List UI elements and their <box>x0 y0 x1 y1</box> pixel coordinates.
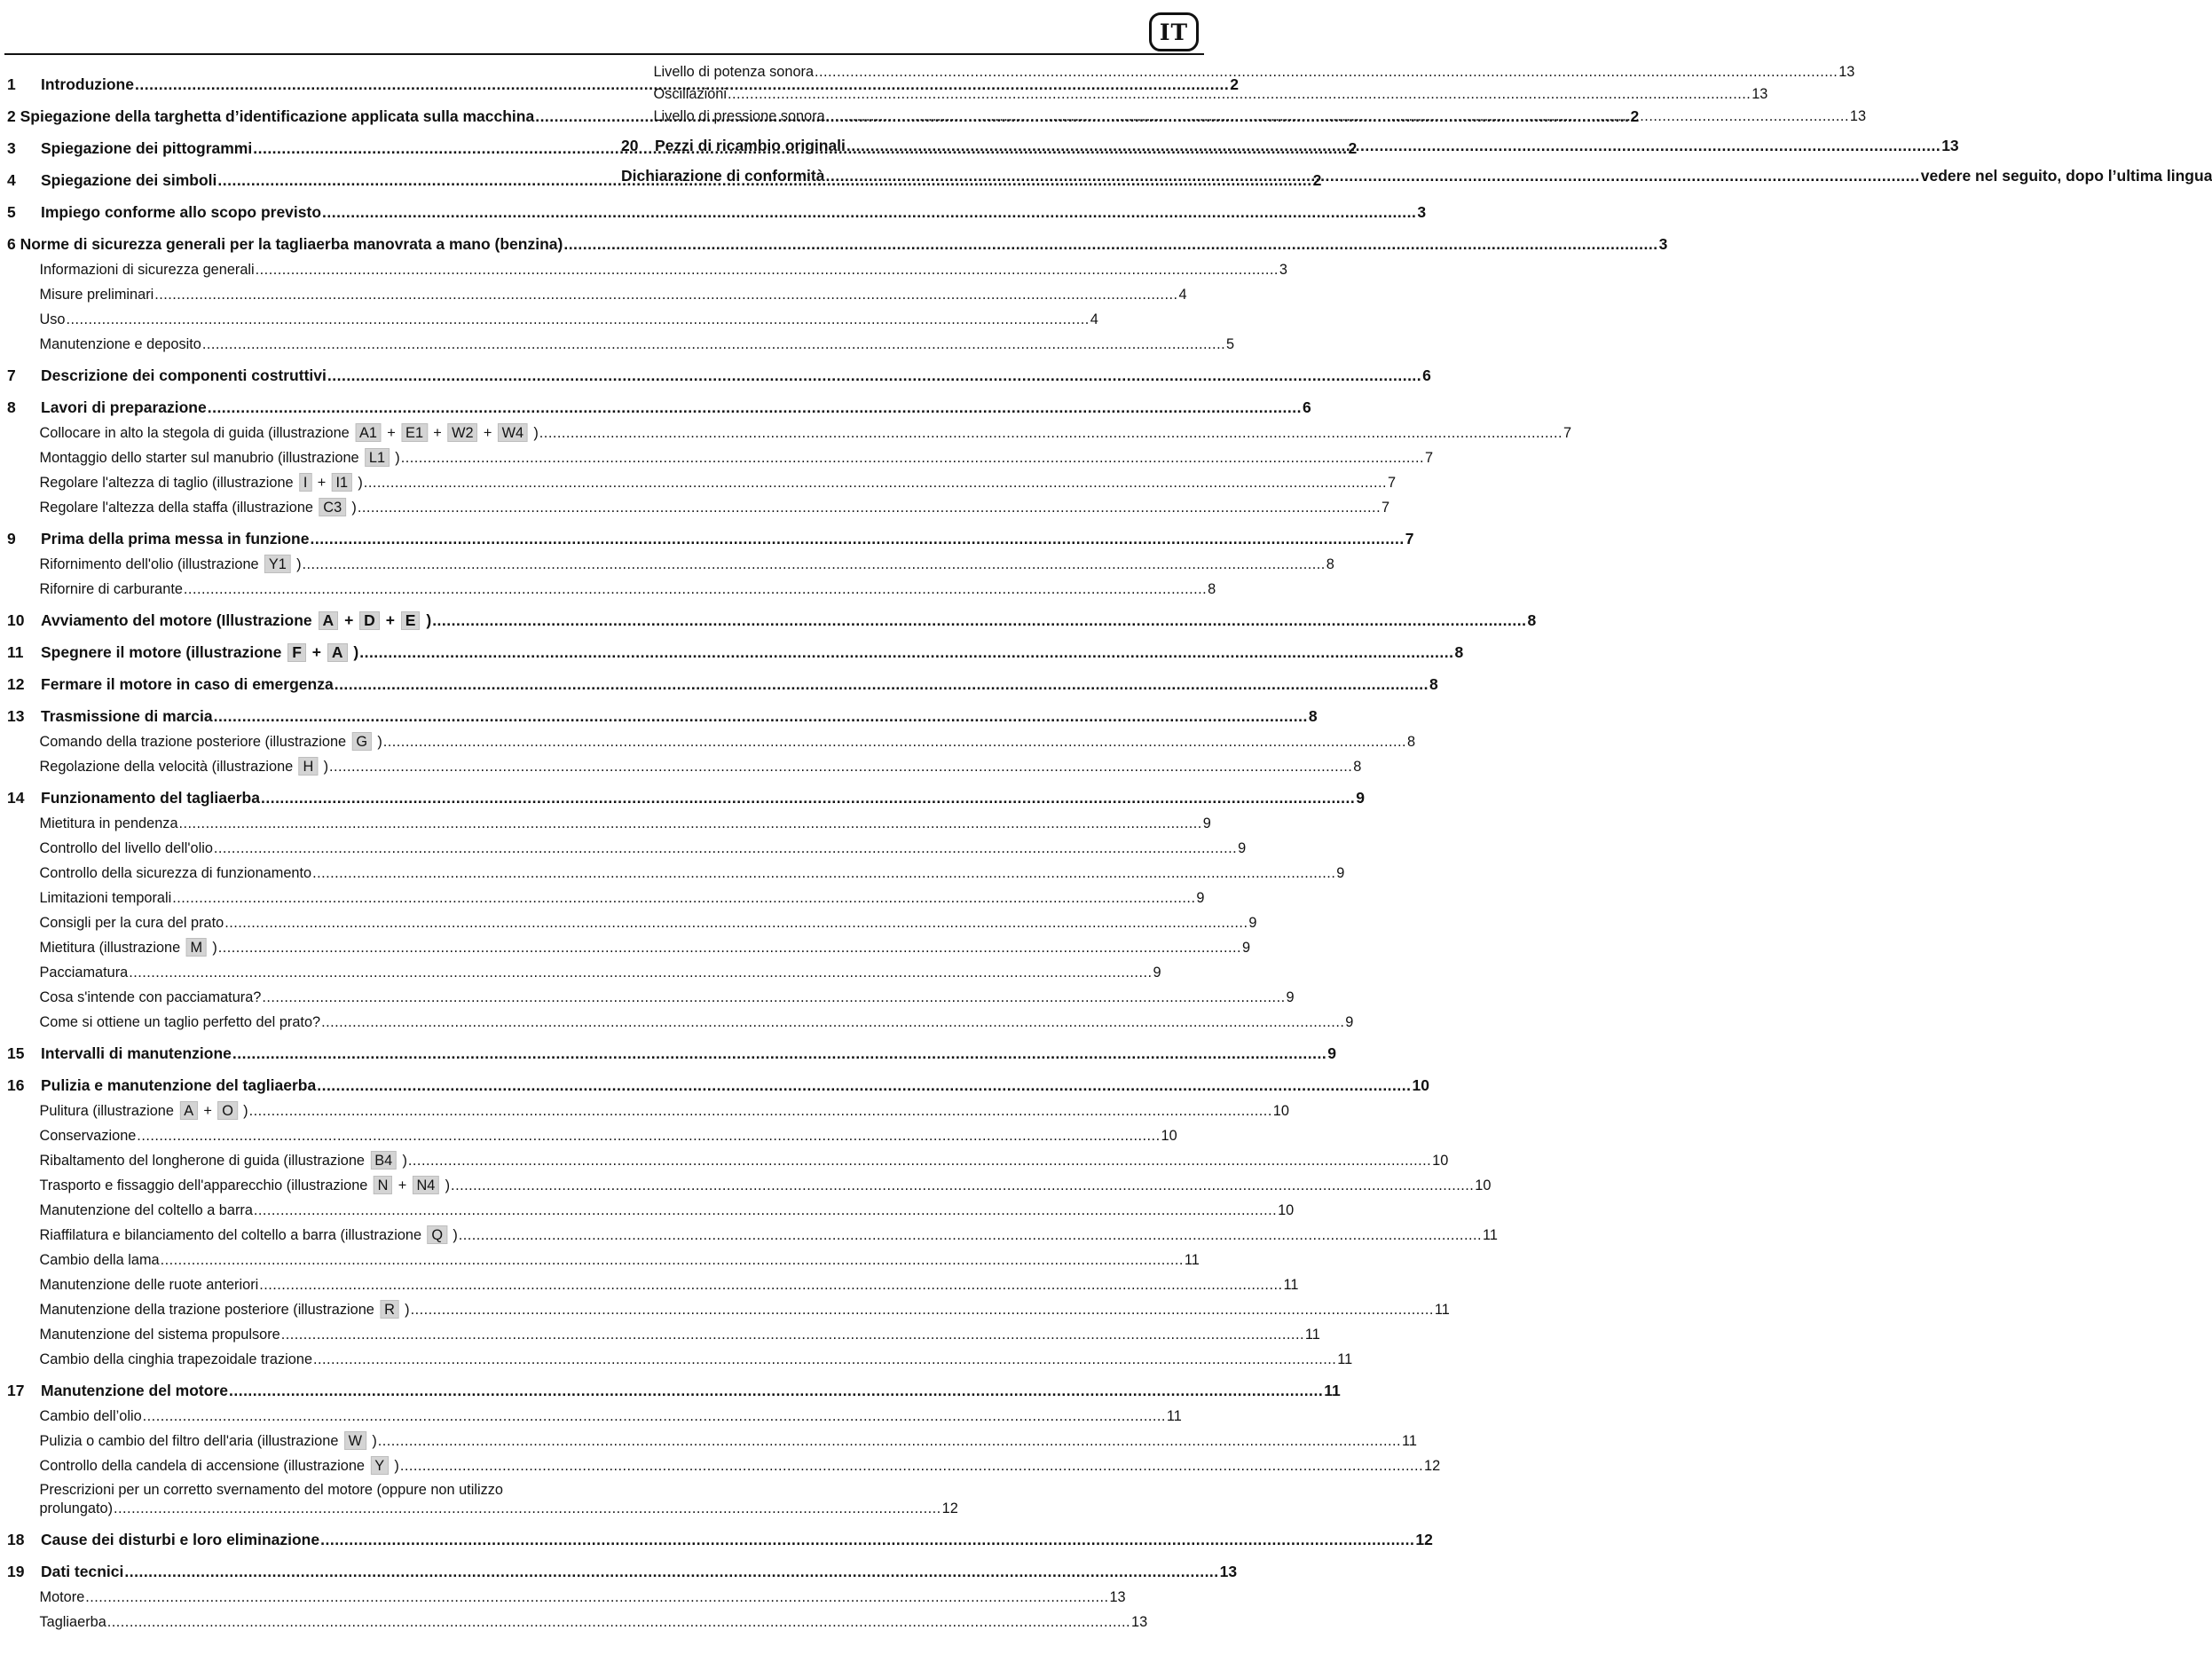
toc-subentry[interactable]: Pulitura (illustrazione A + O ) ..... 10 <box>7 1101 593 1120</box>
page-number: 11 <box>1401 1432 1417 1449</box>
toc-subentry[interactable]: Pacciamatura ..... 9 <box>7 963 593 981</box>
page-number: 4 <box>1178 286 1187 303</box>
toc-entry[interactable]: 2 Spiegazione della targhetta d’identificazione applicata sulla macchina ..... 2 <box>7 106 593 126</box>
page-number: 9 <box>1202 815 1211 831</box>
toc-subentry[interactable]: Tagliaerba ..... 13 <box>7 1612 593 1631</box>
toc-subentry[interactable]: Mietitura (illustrazione M ) ..... 9 <box>7 938 593 957</box>
page-number: 13 <box>1751 85 1768 102</box>
toc-entry[interactable]: 12 Fermare il motore in caso di emergenza ..... 8 <box>7 674 593 694</box>
toc-subentry[interactable]: Manutenzione del sistema propulsore ..... 11 <box>7 1325 593 1343</box>
toc-entry[interactable]: 1 Introduzione ..... 2 <box>7 75 593 94</box>
illustration-tag[interactable]: W4 <box>498 423 528 442</box>
toc-entry[interactable]: 13 Trasmissione di marcia ..... 8 <box>7 706 593 726</box>
page-number: 8 <box>1527 611 1537 629</box>
page-number: 8 <box>1406 733 1416 750</box>
illustration-tag[interactable]: E1 <box>401 423 428 442</box>
page-number: 11 <box>1166 1407 1182 1424</box>
illustration-tag[interactable]: A <box>319 611 339 630</box>
illustration-tag[interactable]: F <box>287 643 306 662</box>
page-number: 9 <box>1238 839 1247 856</box>
toc-entry[interactable]: 3 Spiegazione dei pittogrammi ..... 2 <box>7 138 593 158</box>
toc-subentry[interactable]: Cambio dell’olio ..... 11 <box>7 1406 593 1425</box>
toc-subentry[interactable]: Informazioni di sicurezza generali ..... 3 <box>7 260 593 279</box>
page-number: 10 <box>1432 1152 1449 1169</box>
toc-subentry[interactable]: Pulizia o cambio del filtro dell'aria (illustrazione W ) ..... 11 <box>7 1431 593 1450</box>
toc-entry[interactable]: 4 Spiegazione dei simboli ..... 2 <box>7 170 593 190</box>
page-number: 3 <box>1417 203 1427 221</box>
illustration-tag[interactable]: I <box>299 473 311 492</box>
toc-subentry[interactable]: Manutenzione delle ruote anteriori ..... 11 <box>7 1275 593 1294</box>
illustration-tag[interactable]: W2 <box>447 423 477 442</box>
page-number: 11 <box>1482 1226 1498 1243</box>
toc-subentry[interactable]: Ribaltamento del longherone di guida (illustrazione B4 ) ..... 10 <box>7 1151 593 1170</box>
toc-subentry[interactable]: Consigli per la cura del prato ..... 9 <box>7 913 593 932</box>
toc-subentry[interactable]: Manutenzione del coltello a barra ..... 10 <box>7 1201 593 1219</box>
toc-entry[interactable]: 10 Avviamento del motore (Illustrazione A + D + E ) ..... 8 <box>7 610 593 630</box>
page-number: 2 <box>1348 139 1358 157</box>
page-number: 13 <box>1219 1563 1238 1580</box>
page-number: 9 <box>1345 1013 1354 1030</box>
page-number: 4 <box>1090 311 1098 327</box>
toc-subentry[interactable]: Regolazione della velocità (illustrazione H ) ..... 8 <box>7 757 593 776</box>
page-number: 9 <box>1327 1044 1336 1062</box>
page-number: 3 <box>1658 235 1668 253</box>
page-number: 10 <box>1475 1177 1492 1193</box>
toc-entry[interactable]: 16 Pulizia e manutenzione del tagliaerba ..... 10 <box>7 1075 593 1095</box>
toc-subentry[interactable]: Regolare l'altezza di taglio (illustrazione I + I1 ) ..... 7 <box>7 473 593 492</box>
toc-subentry[interactable]: Uso ..... 4 <box>7 310 593 328</box>
toc-subentry[interactable]: Controllo della candela di accensione (illustrazione Y ) ..... 12 <box>7 1456 593 1475</box>
illustration-tag[interactable]: R <box>380 1300 398 1319</box>
toc-subentry[interactable]: Montaggio dello starter sul manubrio (illustrazione L1 ) ..... 7 <box>7 448 593 467</box>
toc-entry[interactable]: 19 Dati tecnici ..... 13 <box>7 1562 593 1581</box>
page-number: 9 <box>1336 864 1345 881</box>
toc-subentry[interactable]: Oscillazioni ..... 13 <box>621 84 1200 103</box>
page-number: 8 <box>1208 580 1216 597</box>
page-number: 9 <box>1196 889 1205 906</box>
page-number: 11 <box>1434 1301 1450 1318</box>
page-number: 7 <box>1382 499 1390 516</box>
toc-entry[interactable]: 14 Funzionamento del tagliaerba ..... 9 <box>7 788 593 807</box>
toc-subentry[interactable]: Controllo della sicurezza di funzionamento ..... 9 <box>7 863 593 882</box>
toc-subentry[interactable]: Rifornimento dell'olio (illustrazione Y1 ) ..... 8 <box>7 555 593 573</box>
toc-subentry[interactable]: Motore ..... 13 <box>7 1587 593 1606</box>
page-number: vedere nel seguito, dopo l’ultima lingua <box>1920 167 2212 185</box>
page-number: 12 <box>941 1500 958 1516</box>
toc-entry[interactable]: 17 Manutenzione del motore ..... 11 <box>7 1381 593 1400</box>
toc-entry[interactable]: 20 Pezzi di ricambio originali ..... 13 <box>621 136 1200 155</box>
page-number: 9 <box>1286 988 1295 1005</box>
illustration-tag[interactable]: A1 <box>355 423 382 442</box>
page-number: 3 <box>1279 261 1287 278</box>
illustration-tag[interactable]: L1 <box>365 448 390 467</box>
toc-subentry[interactable]: Collocare in alto la stegola di guida (illustrazione A1 + E1 + W2 + W4 ) ..... 7 <box>7 423 593 442</box>
illustration-tag[interactable]: H <box>299 757 318 776</box>
toc-subentry[interactable]: Trasporto e fissaggio dell'apparecchio (illustrazione N + N4 ) ..... 10 <box>7 1176 593 1194</box>
page-number: 8 <box>1454 643 1464 661</box>
language-badge: IT <box>1149 12 1199 51</box>
page-number: 11 <box>1304 1326 1320 1343</box>
page-number: 6 <box>1422 366 1431 384</box>
toc-subentry[interactable]: Manutenzione e deposito ..... 5 <box>7 335 593 353</box>
illustration-tag[interactable]: Q <box>428 1225 447 1244</box>
illustration-tag[interactable]: I1 <box>332 473 352 492</box>
toc-subentry[interactable]: Mietitura in pendenza ..... 9 <box>7 814 593 832</box>
illustration-tag[interactable]: O <box>217 1101 237 1120</box>
toc-subentry[interactable]: Regolare l'altezza della staffa (illustrazione C3 ) ..... 7 <box>7 498 593 516</box>
page-number: 10 <box>1278 1201 1295 1218</box>
page-number: 9 <box>1356 789 1365 807</box>
toc-subentry[interactable]: Riaffilatura e bilanciamento del coltello a barra (illustrazione Q ) ..... 11 <box>7 1225 593 1244</box>
toc-subentry[interactable]: Controllo del livello dell'olio ..... 9 <box>7 839 593 857</box>
page-number: 7 <box>1424 449 1434 466</box>
illustration-tag[interactable]: D <box>359 611 380 630</box>
page-number: 11 <box>1283 1276 1299 1293</box>
page-number: 11 <box>1337 1351 1353 1367</box>
illustration-tag[interactable]: N <box>374 1176 392 1194</box>
illustration-tag[interactable]: A <box>179 1101 197 1120</box>
illustration-tag[interactable]: A <box>327 643 348 662</box>
toc-entry[interactable]: Dichiarazione di conformità ..... vedere nel seguito, dopo l’ultima lingua <box>621 166 1200 185</box>
toc-entry[interactable]: 5 Impiego conforme allo scopo previsto ..... 3 <box>7 202 593 222</box>
page-number: 13 <box>1109 1588 1126 1605</box>
header-rule <box>4 53 1204 55</box>
page-number: 9 <box>1153 964 1161 981</box>
page-number: 8 <box>1326 555 1334 572</box>
page-number: 13 <box>1130 1613 1148 1630</box>
toc-entry[interactable]: 18 Cause dei disturbi e loro eliminazione ..... 12 <box>7 1530 593 1549</box>
page-number: 8 <box>1353 758 1362 775</box>
page-number: 13 <box>1838 63 1855 80</box>
toc-subentry[interactable]: Livello di pressione sonora ..... 13 <box>621 106 1200 125</box>
page-number: 12 <box>1424 1457 1441 1474</box>
toc-subentry[interactable]: Cambio della lama ..... 11 <box>7 1250 593 1269</box>
toc-subentry[interactable]: Conservazione ..... 10 <box>7 1126 593 1145</box>
page-number: 6 <box>1303 398 1311 416</box>
page-number: 2 <box>1230 75 1239 93</box>
page-number: 8 <box>1429 675 1438 693</box>
toc-subentry[interactable]: Comando della trazione posteriore (illustrazione G ) ..... 8 <box>7 732 593 751</box>
page-number: 11 <box>1324 1382 1341 1399</box>
page-number: 8 <box>1308 707 1318 725</box>
toc-entry[interactable]: 11 Spegnere il motore (illustrazione F + A ) ..... 8 <box>7 642 593 662</box>
page-number: 7 <box>1388 474 1397 491</box>
toc-subentry[interactable]: Come si ottiene un taglio perfetto del prato? ..... 9 <box>7 1012 593 1031</box>
toc-subentry[interactable]: Manutenzione della trazione posteriore (illustrazione R ) ..... 11 <box>7 1300 593 1319</box>
toc-entry[interactable]: 6 Norme di sicurezza generali per la tagliaerba manovrata a mano (benzina) ..... 3 <box>7 234 593 254</box>
illustration-tag[interactable]: Y <box>370 1456 388 1475</box>
illustration-tag[interactable]: M <box>186 938 207 957</box>
toc-subentry[interactable]: Rifornire di carburante ..... 8 <box>7 579 593 598</box>
toc-entry[interactable]: 7 Descrizione dei componenti costruttivi ..... 6 <box>7 366 593 385</box>
illustration-tag[interactable]: N4 <box>413 1176 439 1194</box>
toc-subentry-wrapped[interactable]: Prescrizioni per un corretto svernamento del motore (oppure non utilizzo prolungato) .......................................................................................................................................................................................... 12 <box>39 1481 958 1516</box>
toc-subentry[interactable]: Limitazioni temporali ..... 9 <box>7 888 593 907</box>
page-number: 13 <box>1941 137 1959 154</box>
page-number: 7 <box>1405 530 1414 547</box>
page-number: 10 <box>1412 1076 1429 1094</box>
illustration-tag[interactable]: B4 <box>370 1151 397 1170</box>
page-number: 9 <box>1241 939 1251 956</box>
page-number: 5 <box>1226 335 1235 352</box>
page-number: 13 <box>1849 107 1867 124</box>
toc-subentry[interactable]: Livello di potenza sonora ..... 13 <box>621 62 1200 81</box>
toc-subentry[interactable]: Cosa s'intende con pacciamatura? ..... 9 <box>7 988 593 1006</box>
page-number: 10 <box>1272 1102 1289 1119</box>
page-number: 11 <box>1184 1251 1200 1268</box>
page-number: 12 <box>1415 1531 1433 1548</box>
page-number: 2 <box>1312 171 1322 189</box>
page-number: 9 <box>1248 914 1257 931</box>
toc-entry[interactable]: 8 Lavori di preparazione ..... 6 <box>7 398 593 417</box>
illustration-tag[interactable]: W <box>344 1431 366 1450</box>
toc-entry[interactable]: 9 Prima della prima messa in funzione ..... 7 <box>7 529 593 548</box>
toc-entry[interactable]: 15 Intervalli di manutenzione ..... 9 <box>7 1044 593 1063</box>
toc-subentry[interactable]: Misure preliminari ..... 4 <box>7 285 593 303</box>
page-number: 7 <box>1563 424 1572 441</box>
illustration-tag[interactable]: Y1 <box>264 555 291 573</box>
toc-subentry[interactable]: Cambio della cinghia trapezoidale trazione ..... 11 <box>7 1350 593 1368</box>
page-number: 2 <box>1630 107 1640 125</box>
illustration-tag[interactable]: E <box>401 611 421 630</box>
page-number: 10 <box>1161 1127 1177 1144</box>
illustration-tag[interactable]: C3 <box>319 498 345 516</box>
illustration-tag[interactable]: G <box>352 732 372 751</box>
